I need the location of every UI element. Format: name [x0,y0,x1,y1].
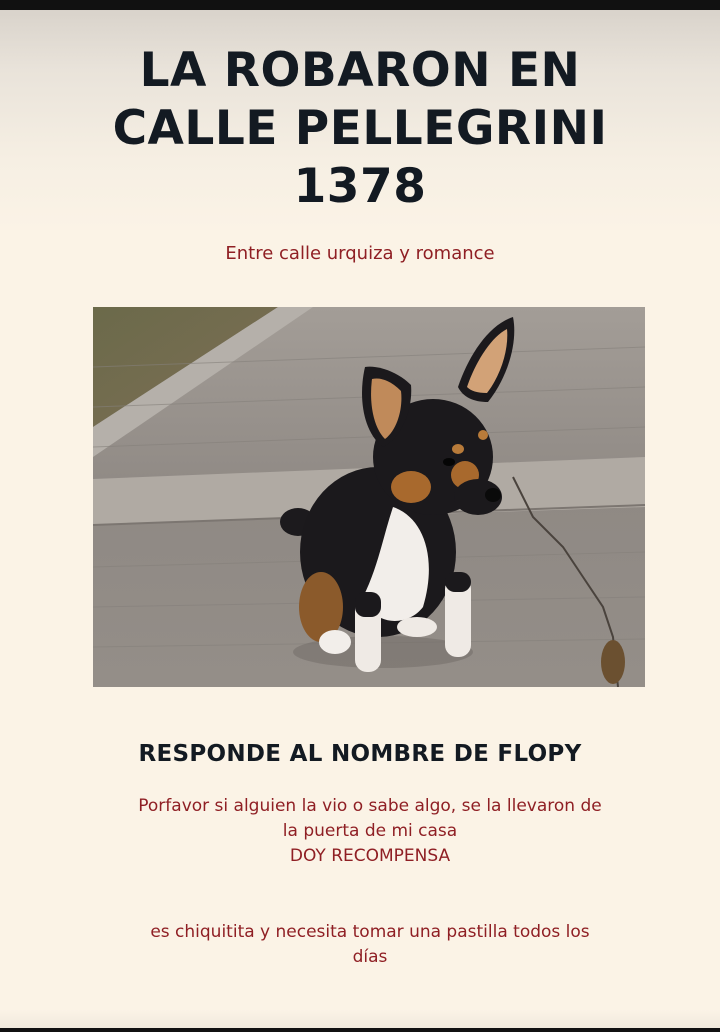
headline-line-3: 1378 [293,159,427,214]
message-line-1: Porfavor si alguien la vio o sabe algo, se la llevaron de [138,796,602,816]
message-paragraph [90,794,650,869]
dog-photo [93,307,645,687]
bottom-edge-bar [0,1028,720,1032]
dog-name-heading: RESPONDE AL NOMBRE DE FLOPY [138,741,582,767]
flyer-page [0,10,720,1028]
headline-line-1: LA ROBARON EN [139,43,581,98]
subtitle-address: Entre calle urquiza y romance [225,243,495,264]
note-line-2: días [352,947,388,967]
top-edge-bar [0,0,720,10]
medication-note [100,920,640,970]
headline-line-2: CALLE PELLEGRINI [112,101,608,156]
note-line-1: es chiquitita y necesita tomar una pastilla todos los [150,922,590,942]
message-line-3: DOY RECOMPENSA [289,846,451,866]
message-line-2: la puerta de mi casa [282,821,458,841]
headline [60,42,660,216]
